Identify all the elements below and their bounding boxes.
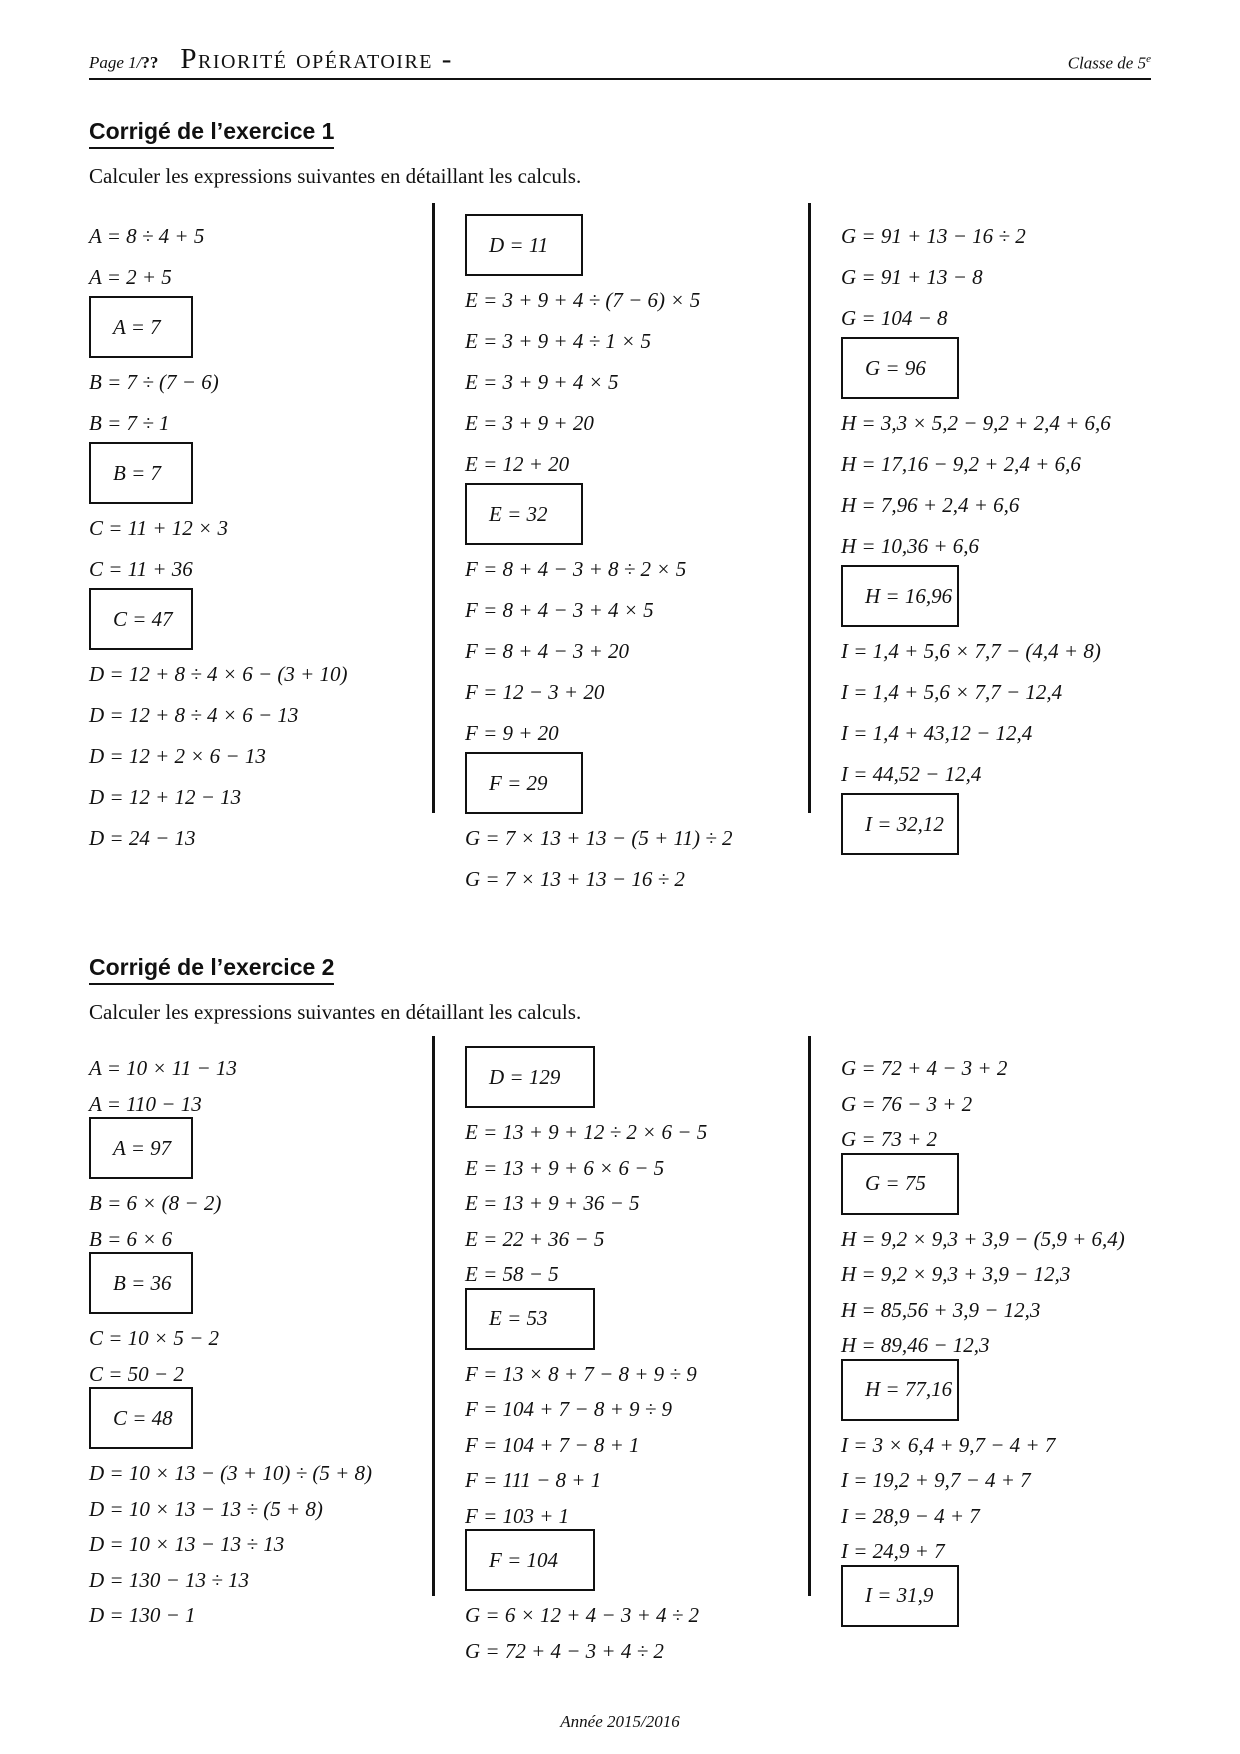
document-title: Priorité opératoire - [180,43,453,75]
boxed-result: B = 7 [89,442,193,504]
calc-step: I = 19,2 + 9,7 − 4 + 7 [841,1468,1031,1492]
calc-step: B = 7 ÷ 1 [89,411,170,435]
calc-step: E = 13 + 9 + 12 ÷ 2 × 6 − 5 [465,1120,708,1144]
calc-step: G = 76 − 3 + 2 [841,1091,973,1116]
boxed-result: H = 77,16 [841,1359,959,1421]
boxed-result: D = 129 [465,1046,595,1108]
calc-step: H = 10,36 + 6,6 [841,534,980,558]
calc-step: H = 7,96 + 2,4 + 6,6 [841,493,1020,517]
calc-step: F = 111 − 8 + 1 [465,1468,602,1492]
boxed-result: F = 104 [465,1529,595,1591]
column-divider [432,203,435,813]
calc-step: C = 11 + 36 [89,557,193,581]
exercise-title: Corrigé de l’exercice 1 [89,118,334,149]
calc-step: G = 72 + 4 − 3 + 2 [841,1056,1008,1080]
class-label [1068,53,1151,74]
column-divider [808,203,811,813]
boxed-result: H = 16,96 [841,565,959,627]
calc-step: A = 8 ÷ 4 + 5 [89,224,205,248]
column-divider [808,1036,811,1596]
calc-step: G = 91 + 13 − 8 [841,265,983,289]
column-divider [432,1036,435,1596]
calc-step: E = 12 + 20 [465,452,570,476]
calc-step: E = 3 + 9 + 4 ÷ (7 − 6) × 5 [465,288,701,312]
calc-step: H = 9,2 × 9,3 + 3,9 − (5,9 + 6,4) [841,1226,1125,1251]
page-number-label: Page 1/ [89,53,142,72]
calc-step: I = 1,4 + 43,12 − 12,4 [841,721,1033,745]
calc-step: C = 10 × 5 − 2 [89,1326,220,1350]
boxed-result: G = 75 [841,1153,959,1215]
calc-step: F = 104 + 7 − 8 + 1 [465,1432,640,1457]
calc-step: G = 72 + 4 − 3 + 4 ÷ 2 [465,1638,664,1663]
calc-step: D = 130 − 13 ÷ 13 [89,1567,250,1592]
calc-step: A = 110 − 13 [89,1091,202,1116]
boxed-result: G = 96 [841,337,959,399]
calc-step: E = 22 + 36 − 5 [465,1226,605,1251]
calc-step: D = 130 − 1 [89,1603,196,1627]
calc-step: F = 8 + 4 − 3 + 20 [465,639,630,663]
exercise-instruction: Calculer les expressions suivantes en détaillant les calculs. [89,164,582,188]
boxed-result: C = 47 [89,588,193,650]
calc-step: D = 10 × 13 − 13 ÷ (5 + 8) [89,1496,323,1521]
class-label-sup: e [1146,53,1151,66]
calc-step: F = 13 × 8 + 7 − 8 + 9 ÷ 9 [465,1361,697,1386]
boxed-result: I = 31,9 [841,1565,959,1627]
boxed-result: B = 36 [89,1252,193,1314]
boxed-result: C = 48 [89,1387,193,1449]
page-total: ?? [141,53,159,72]
calc-step: C = 50 − 2 [89,1361,184,1386]
class-label-text: Classe de 5 [1067,54,1147,73]
calc-step: F = 9 + 20 [465,721,559,745]
calc-step: I = 1,4 + 5,6 × 7,7 − 12,4 [841,680,1063,704]
calc-step: H = 85,56 + 3,9 − 12,3 [841,1297,1041,1322]
calc-step: F = 104 + 7 − 8 + 9 ÷ 9 [465,1397,673,1421]
calc-step: C = 11 + 12 × 3 [89,516,228,540]
boxed-result: D = 11 [465,214,583,276]
calc-step: G = 104 − 8 [841,306,948,330]
calc-step: E = 13 + 9 + 36 − 5 [465,1191,640,1215]
calc-step: E = 58 − 5 [465,1262,559,1286]
boxed-result: E = 32 [465,483,583,545]
calc-step: B = 7 ÷ (7 − 6) [89,370,219,394]
calc-step: D = 10 × 13 − 13 ÷ 13 [89,1532,285,1556]
calc-step: D = 12 + 12 − 13 [89,785,242,809]
calc-step: D = 24 − 13 [89,826,196,850]
calc-step: D = 12 + 2 × 6 − 13 [89,744,266,768]
calc-step: G = 7 × 13 + 13 − (5 + 11) ÷ 2 [465,826,733,850]
calc-step: A = 2 + 5 [89,265,172,289]
exercise-title: Corrigé de l’exercice 2 [89,954,334,985]
calc-step: I = 24,9 + 7 [841,1539,945,1563]
calc-step: F = 8 + 4 − 3 + 4 × 5 [465,598,654,622]
calc-step: H = 9,2 × 9,3 + 3,9 − 12,3 [841,1262,1071,1286]
calc-step: B = 6 × (8 − 2) [89,1191,222,1215]
calc-step: F = 103 + 1 [465,1503,570,1528]
calc-step: D = 12 + 8 ÷ 4 × 6 − (3 + 10) [89,662,348,686]
calc-step: H = 89,46 − 12,3 [841,1333,990,1357]
exercise-instruction: Calculer les expressions suivantes en détaillant les calculs. [89,1000,582,1024]
calc-step: D = 12 + 8 ÷ 4 × 6 − 13 [89,703,299,727]
calc-step: G = 6 × 12 + 4 − 3 + 4 ÷ 2 [465,1603,700,1627]
calc-step: F = 12 − 3 + 20 [465,680,605,704]
header-left [89,43,453,76]
boxed-result: A = 7 [89,296,193,358]
boxed-result: A = 97 [89,1117,193,1179]
calc-step: E = 13 + 9 + 6 × 6 − 5 [465,1155,665,1180]
calc-step: E = 3 + 9 + 4 ÷ 1 × 5 [465,329,652,353]
calc-step: B = 6 × 6 [89,1226,173,1251]
page-header [89,42,1151,80]
calc-step: E = 3 + 9 + 20 [465,411,594,435]
calc-step: G = 91 + 13 − 16 ÷ 2 [841,224,1026,248]
calc-step: I = 1,4 + 5,6 × 7,7 − (4,4 + 8) [841,639,1101,663]
boxed-result: F = 29 [465,752,583,814]
boxed-result: E = 53 [465,1288,595,1350]
calc-step: G = 73 + 2 [841,1127,938,1151]
calc-step: I = 44,52 − 12,4 [841,762,982,786]
calc-step: A = 10 × 11 − 13 [89,1056,237,1080]
calc-step: D = 10 × 13 − (3 + 10) ÷ (5 + 8) [89,1461,373,1485]
calc-step: I = 28,9 − 4 + 7 [841,1503,980,1528]
boxed-result: I = 32,12 [841,793,959,855]
calc-step: G = 7 × 13 + 13 − 16 ÷ 2 [465,867,685,891]
calc-step: E = 3 + 9 + 4 × 5 [465,370,619,394]
calc-step: H = 17,16 − 9,2 + 2,4 + 6,6 [841,452,1081,476]
page-footer: Année 2015/2016 [560,1712,680,1731]
calc-step: F = 8 + 4 − 3 + 8 ÷ 2 × 5 [465,557,687,581]
calc-step: H = 3,3 × 5,2 − 9,2 + 2,4 + 6,6 [841,411,1111,435]
calc-step: I = 3 × 6,4 + 9,7 − 4 + 7 [841,1432,1056,1457]
